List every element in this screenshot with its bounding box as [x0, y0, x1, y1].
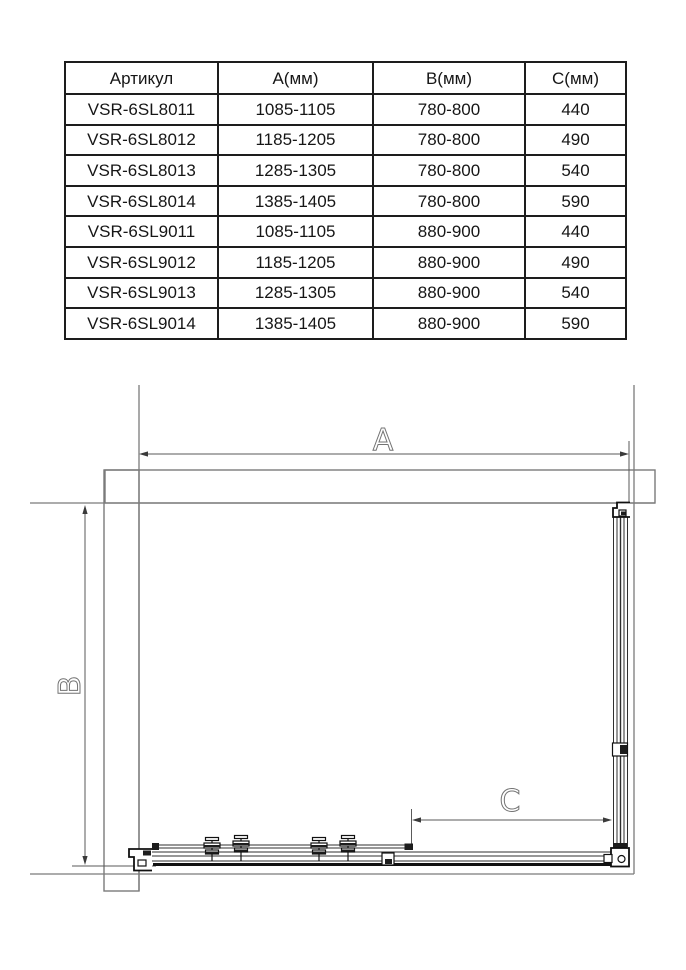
dimension-c	[412, 784, 613, 849]
table-row	[65, 186, 626, 217]
roller-part	[311, 845, 327, 847]
roller-part	[340, 843, 356, 845]
article-cell: VSR-6SL9011	[65, 216, 218, 247]
roller-icon	[233, 836, 249, 862]
dimension-cell: 880-900	[373, 216, 525, 247]
roller-part	[313, 838, 326, 841]
bottom-track	[129, 836, 629, 871]
dimension-cell: 1185-1205	[218, 125, 373, 156]
dimension-cell: 1085-1105	[218, 94, 373, 125]
article-cell: VSR-6SL8011	[65, 94, 218, 125]
shower-enclosure-plan-diagram	[0, 380, 686, 970]
dimension-cell: 590	[525, 308, 626, 339]
dimension-cell: 540	[525, 278, 626, 309]
table-row	[65, 308, 626, 339]
table-row	[65, 216, 626, 247]
dimension-a	[139, 423, 629, 503]
wall-profile-bottom-icon	[129, 849, 152, 871]
corner-block-icon	[604, 843, 629, 867]
article-cell: VSR-6SL8012	[65, 125, 218, 156]
top-wall	[105, 470, 655, 503]
sliding-door-glass	[152, 843, 413, 850]
door-guide-icon	[382, 853, 394, 865]
table-header-row	[65, 62, 626, 94]
wall-profile-top-icon	[613, 503, 630, 518]
column-header-b: В(мм)	[373, 62, 525, 94]
side-glass-panel	[613, 503, 631, 848]
dimension-cell: 780-800	[373, 155, 525, 186]
table-row	[65, 155, 626, 186]
roller-part	[206, 838, 219, 841]
dimension-cell: 780-800	[373, 94, 525, 125]
dimension-cell: 880-900	[373, 278, 525, 309]
dimension-b-label: B	[53, 675, 88, 697]
roller-part	[206, 852, 219, 854]
dimension-cell: 1385-1405	[218, 186, 373, 217]
roller-part	[235, 836, 248, 839]
article-cell: VSR-6SL9012	[65, 247, 218, 278]
roller-part	[235, 850, 248, 852]
table-row	[65, 94, 626, 125]
glass-connector-icon	[613, 743, 628, 756]
dimension-c-label: C	[499, 784, 521, 819]
dimension-cell: 1285-1305	[218, 278, 373, 309]
dimension-cell: 780-800	[373, 125, 525, 156]
dimension-cell: 880-900	[373, 308, 525, 339]
dimensions-table	[64, 61, 627, 340]
dimension-cell: 540	[525, 155, 626, 186]
table-row	[65, 278, 626, 309]
roller-part	[313, 852, 326, 854]
table-row	[65, 125, 626, 156]
roller-part	[342, 836, 355, 839]
roller-icon	[311, 838, 327, 862]
dimension-cell: 590	[525, 186, 626, 217]
roller-part	[204, 845, 220, 847]
article-cell: VSR-6SL9014	[65, 308, 218, 339]
dimension-cell: 440	[525, 216, 626, 247]
roller-icon	[340, 836, 356, 862]
roller-icon	[204, 838, 220, 862]
article-cell: VSR-6SL8013	[65, 155, 218, 186]
dimension-cell: 1285-1305	[218, 155, 373, 186]
walls	[30, 385, 655, 891]
column-header-article: Артикул	[65, 62, 218, 94]
dimension-cell: 1085-1105	[218, 216, 373, 247]
column-header-c: С(мм)	[525, 62, 626, 94]
article-cell: VSR-6SL9013	[65, 278, 218, 309]
dimension-cell: 880-900	[373, 247, 525, 278]
dimension-cell: 490	[525, 247, 626, 278]
table-row	[65, 247, 626, 278]
dimension-cell: 780-800	[373, 186, 525, 217]
dimension-cell: 490	[525, 125, 626, 156]
article-cell: VSR-6SL8014	[65, 186, 218, 217]
dimension-a-label: A	[372, 423, 394, 458]
left-wall	[104, 470, 139, 891]
dimension-cell: 1185-1205	[218, 247, 373, 278]
dimension-cell: 440	[525, 94, 626, 125]
column-header-a: А(мм)	[218, 62, 373, 94]
dimension-cell: 1385-1405	[218, 308, 373, 339]
roller-part	[342, 850, 355, 852]
roller-part	[233, 843, 249, 845]
